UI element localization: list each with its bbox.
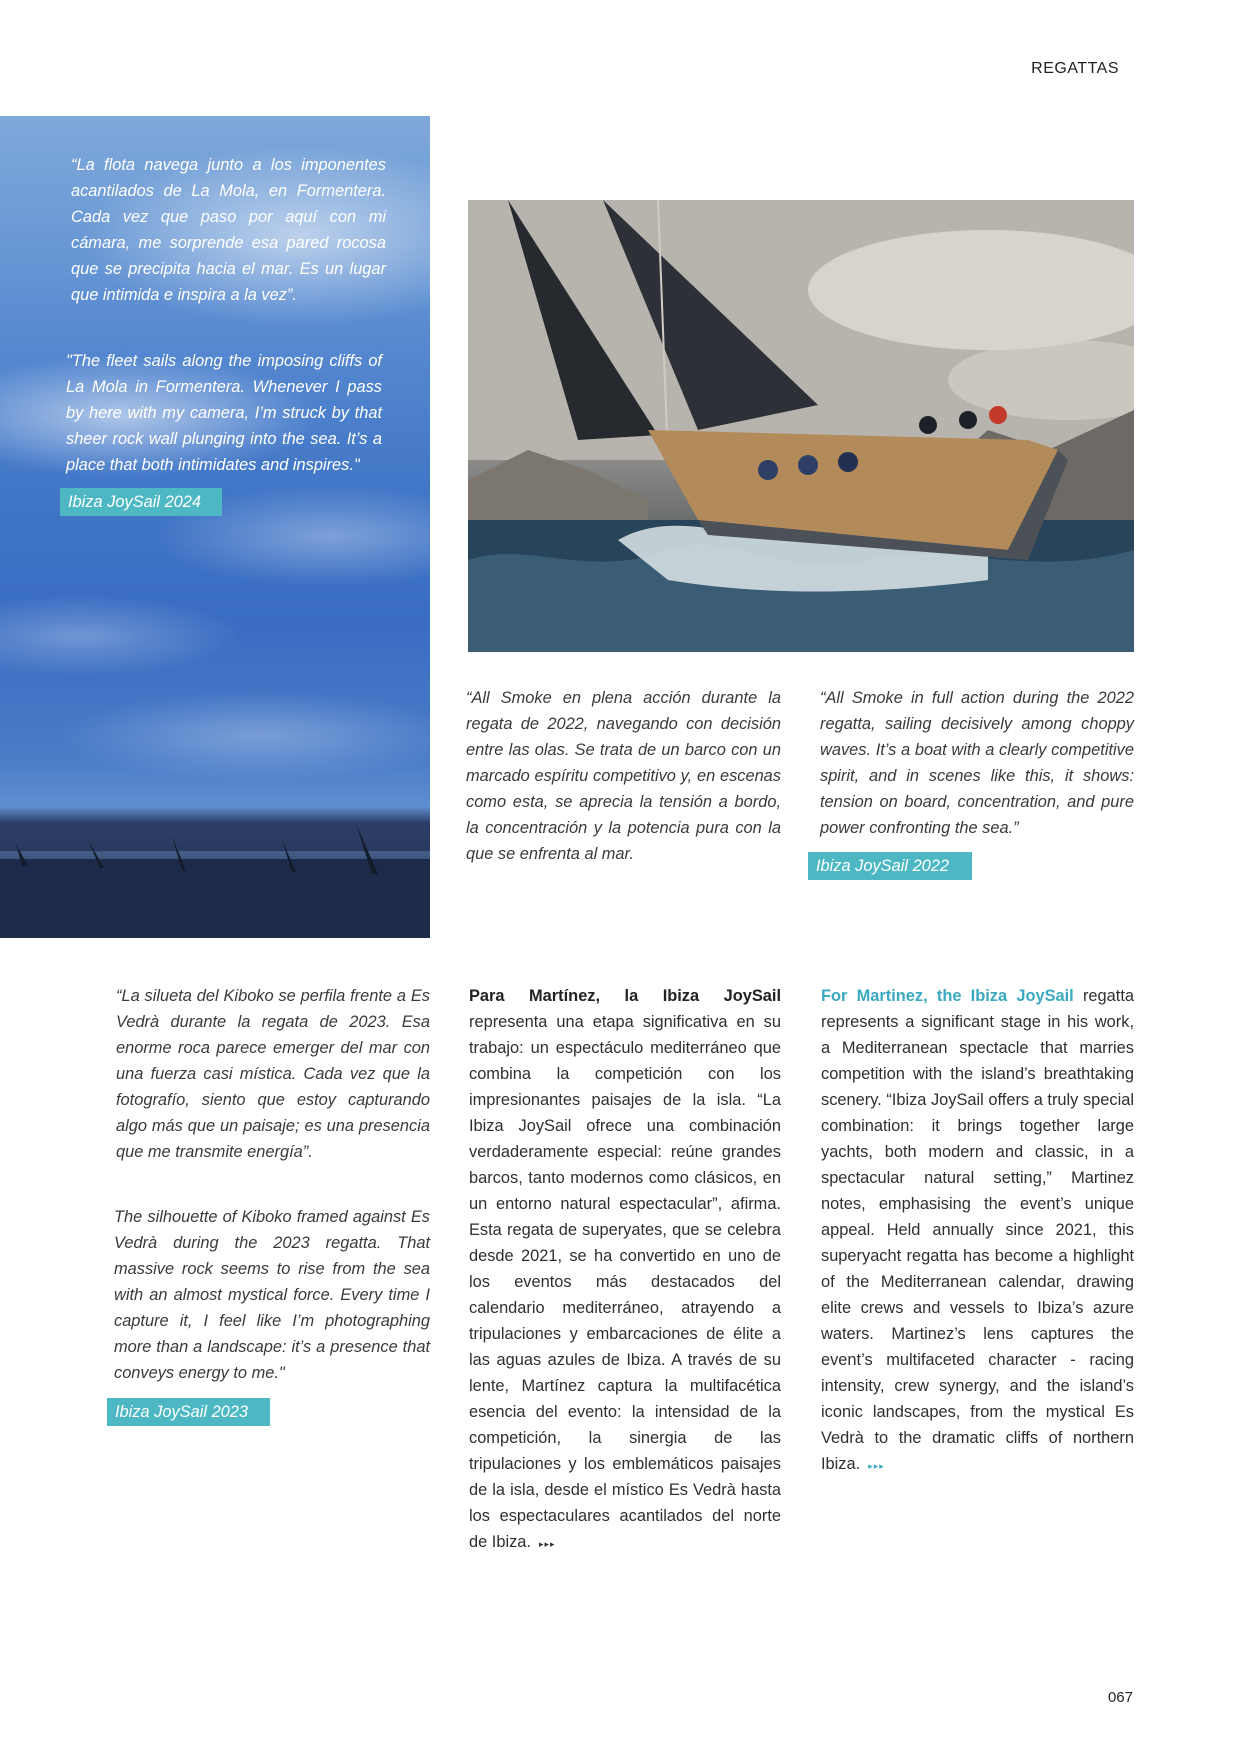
credit-tag-2023: Ibiza JoySail 2023 <box>107 1398 270 1426</box>
continue-arrows-icon: ▸▸▸ <box>538 1539 556 1549</box>
continue-arrows-icon: ▸▸▸ <box>868 1461 885 1471</box>
sailing-yacht-photo <box>468 200 1134 652</box>
article-english-lead: For Martinez, the Ibiza JoySail <box>821 987 1074 1005</box>
yacht-illustration <box>468 200 1134 652</box>
page-number: 067 <box>1107 1689 1133 1706</box>
quote-la-mola-en: "The fleet sails along the imposing cliffs of La Mola in Formentera. Whenever I pass by here with my camera, I’m struck by that sheer rock wall plunging into the sea. It’s a place that both intimidates and inspires." <box>66 352 382 474</box>
quote-la-mola-es: “La flota navega junto a los imponentes acantilados de La Mola, en Formentera. Cada vez que paso por aquí con mi cámara, me sorprende esa pared rocosa que se precipita hacia el mar. Es un lugar que intimida e inspira a la vez”. <box>71 156 386 304</box>
section-header: REGATTAS <box>1031 60 1119 77</box>
article-english <box>821 983 1134 1479</box>
credit-tag-2022: Ibiza JoySail 2022 <box>808 852 972 880</box>
credit-tag-2024: Ibiza JoySail 2024 <box>60 488 222 516</box>
quote-kiboko-es: “La silueta del Kiboko se perfila frente a Es Vedrà durante la regata de 2023. Esa enorme roca parece emerger del mar con una fuerza casi mística. Cada vez que la fotografío, siento que estoy capturando algo más que un paisaje; es una presencia que me transmite energía”. <box>116 987 430 1161</box>
photo-caption-es: “All Smoke en plena acción durante la regata de 2022, navegando con decisión entre las olas. Se trata de un barco con un marcado espíritu competitivo y, en escenas como esta, se aprecia la tensión a bordo, la concentración y la potencia pura con la que se enfrenta al mar. <box>466 689 781 863</box>
quote-kiboko-en: The silhouette of Kiboko framed against Es Vedrà during the 2023 regatta. That massive rock seems to rise from the sea with an almost mystical force. Every time I capture it, I feel like I’m photographing more than a landscape: it’s a presence that conveys energy to me." <box>114 1208 430 1382</box>
photo-caption-en: “All Smoke in full action during the 2022 regatta, sailing decisively among choppy waves. It’s a boat with a clearly competitive spirit, and in scenes like this, it shows: tension on board, concentration, and pure power confronting the sea.” <box>820 689 1134 837</box>
article-english-body: regatta represents a significant stage in his work, a Mediterranean spectacle that marries competition with the island’s breathtaking scenery. “Ibiza JoySail offers a truly special combination: it brings together large yachts, both modern and classic, in a spectacular natural setting,” Martinez notes, emphasising the event’s unique appeal. Held annually since 2021, this superyacht regatta has become a highlight of the Mediterranean calendar, drawing elite crews and vessels to Ibiza’s azure waters. Martinez’s lens captures the event’s multifaceted character - racing intensity, crew synergy, and the island’s iconic landscapes, from the mystical Es Vedrà to the dramatic cliffs of northern Ibiza. <box>821 987 1134 1473</box>
article-spanish-lead: Para Martínez, la Ibiza JoySail <box>469 987 781 1005</box>
article-spanish-body: representa una etapa significativa en su trabajo: un espectáculo mediterráneo que combina la competición con los impresionantes paisajes de la isla. “La Ibiza JoySail ofrece una combinación verdaderamente especial: reúne grandes barcos, tanto modernos como clásicos, en un entorno natural espectacular”, afirma. Esta regata de superyates, que se celebra desde 2021, se ha convertido en uno de los eventos más destacados del calendario mediterráneo, atrayendo a tripulaciones y embarcaciones de élite a las aguas azules de Ibiza. A través de su lente, Martínez captura la multifacética esencia del evento: la intensidad de la competición, la sinergia de las tripulaciones y los emblemáticos paisajes de la isla, desde el místico Es Vedrà hasta los espectaculares acantilados del norte de Ibiza. <box>469 1013 781 1551</box>
article-spanish <box>469 983 781 1557</box>
